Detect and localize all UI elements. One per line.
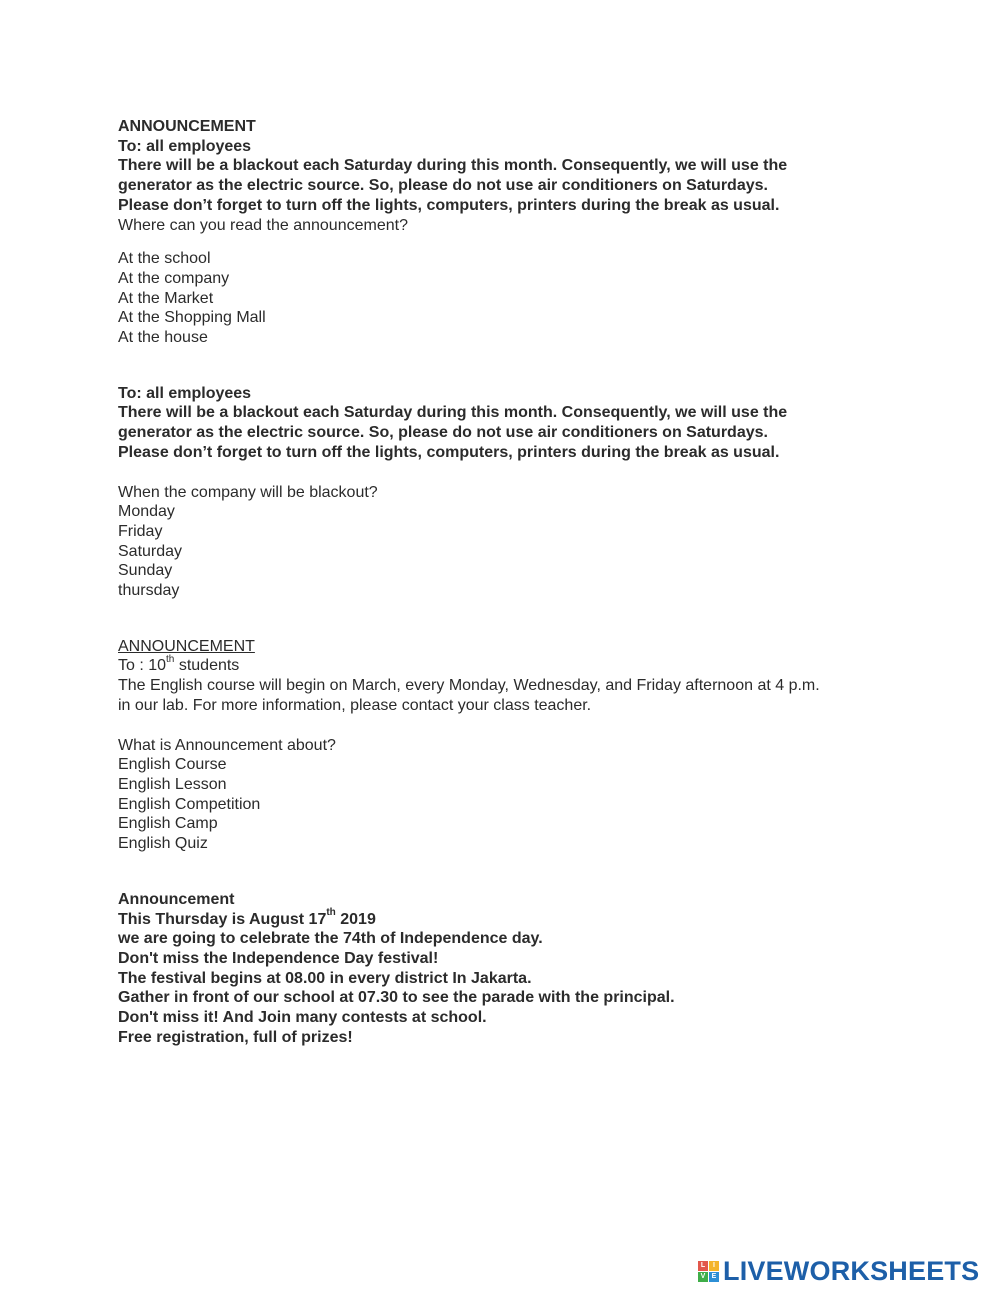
announcement-body-line: The English course will begin on March, every Monday, Wednesday, and Friday afternoon at 4 p.m.: [118, 677, 820, 695]
answer-option[interactable]: English Lesson: [118, 775, 227, 793]
liveworksheets-icon: [698, 1261, 719, 1282]
ordinal-suffix: th: [326, 907, 336, 919]
recipient-suffix: students: [174, 657, 240, 675]
recipient-prefix: To : 10: [118, 657, 167, 675]
announcement-recipient: To: all employees: [118, 137, 252, 155]
logo-letter: I: [709, 1261, 719, 1271]
ordinal-suffix: th: [166, 654, 175, 666]
announcement-date: [118, 907, 918, 930]
logo-letter: V: [698, 1272, 708, 1282]
announcement-heading: ANNOUNCEMENT: [118, 637, 255, 655]
announcement-1: [118, 117, 918, 348]
answer-option[interactable]: At the company: [118, 269, 230, 287]
announcement-2: [118, 384, 918, 601]
answer-option[interactable]: At the house: [118, 329, 208, 347]
logo-text: LIVEWORKSHEETS: [723, 1255, 980, 1286]
announcement-body-line: There will be a blackout each Saturday during this month. Consequently, we will use the: [118, 404, 788, 422]
announcement-body-line: in our lab. For more information, please contact your class teacher.: [118, 696, 592, 714]
question-text: Where can you read the announcement?: [118, 216, 408, 234]
announcement-4: [118, 890, 918, 1048]
announcement-body-line: Gather in front of our school at 07.30 to see the parade with the principal.: [118, 989, 675, 1007]
announcement-body-line: Don't miss it! And Join many contests at school.: [118, 1009, 487, 1027]
announcement-recipient: [118, 656, 918, 676]
answer-option[interactable]: Monday: [118, 503, 175, 521]
logo-letter: E: [709, 1272, 719, 1282]
announcement-body-line: generator as the electric source. So, please do not use air conditioners on Saturdays.: [118, 424, 768, 442]
announcement-body-line: Please don’t forget to turn off the lights, computers, printers during the break as usual.: [118, 196, 780, 214]
answer-option[interactable]: At the Shopping Mall: [118, 309, 266, 327]
date-prefix: This Thursday is August 17: [118, 910, 327, 928]
answer-option[interactable]: Sunday: [118, 562, 173, 580]
question-text: What is Announcement about?: [118, 736, 336, 754]
announcement-body-line: we are going to celebrate the 74th of Independence day.: [118, 930, 543, 948]
announcement-body-line: There will be a blackout each Saturday during this month. Consequently, we will use the: [118, 157, 788, 175]
answer-option[interactable]: Friday: [118, 522, 163, 540]
announcement-body-line: generator as the electric source. So, please do not use air conditioners on Saturdays.: [118, 177, 768, 195]
date-suffix: 2019: [335, 910, 376, 928]
announcement-body-line: Free registration, full of prizes!: [118, 1028, 353, 1046]
answer-option[interactable]: At the school: [118, 250, 211, 268]
answer-option[interactable]: English Quiz: [118, 835, 208, 853]
answer-option[interactable]: At the Market: [118, 289, 214, 307]
answer-option[interactable]: English Camp: [118, 815, 218, 833]
logo-letter: L: [698, 1261, 708, 1271]
question-text: When the company will be blackout?: [118, 483, 378, 501]
worksheet-page: [118, 117, 918, 1047]
announcement-heading: ANNOUNCEMENT: [118, 118, 256, 135]
announcement-body-line: Don't miss the Independence Day festival!: [118, 949, 439, 967]
announcement-3: [118, 637, 918, 854]
answer-option[interactable]: thursday: [118, 582, 180, 600]
answer-option[interactable]: English Competition: [118, 795, 261, 813]
announcement-body-line: The festival begins at 08.00 in every district In Jakarta.: [118, 969, 532, 987]
answer-option[interactable]: Saturday: [118, 542, 183, 560]
announcement-heading: Announcement: [118, 890, 235, 908]
announcement-body-line: Please don’t forget to turn off the lights, computers, printers during the break as usual.: [118, 443, 780, 461]
announcement-recipient: To: all employees: [118, 384, 252, 402]
liveworksheets-logo[interactable]: [698, 1255, 980, 1286]
answer-option[interactable]: English Course: [118, 756, 227, 774]
